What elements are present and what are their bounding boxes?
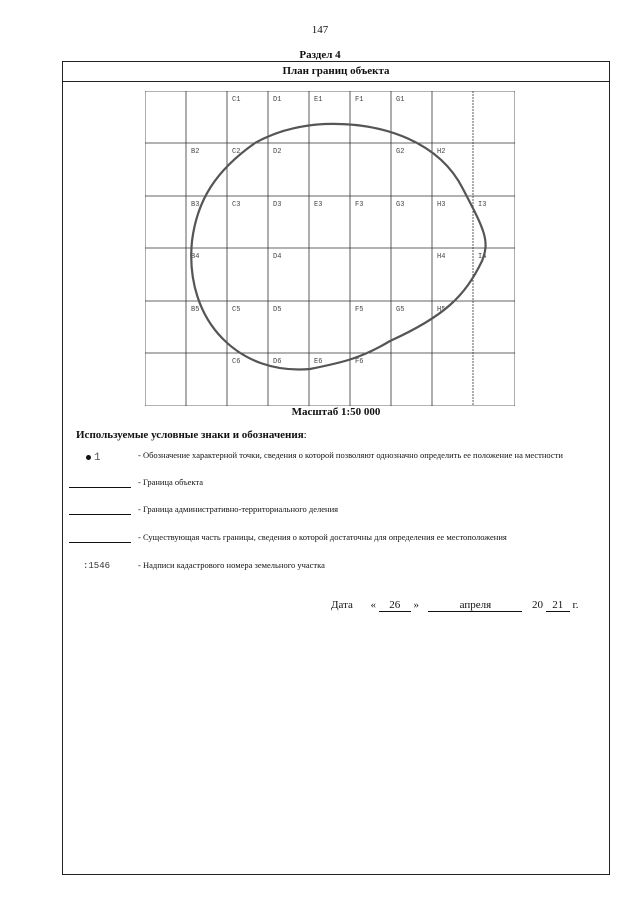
grid-cell-label: C1 [232,96,241,104]
scale-label: Масштаб 1:50 000 [291,406,381,418]
grid-cell-label: D4 [273,253,282,261]
grid-cell-label: G1 [396,96,405,104]
grid-cell-label: E1 [314,96,323,104]
grid-cell-label: C3 [232,201,241,209]
date-month: апреля [428,599,522,612]
legend-text: - Существующая часть границы, сведения о которой достаточны для определения ее местоположения [138,532,507,542]
grid-cell-label: E3 [314,201,323,209]
grid-cell-label: F3 [355,201,364,209]
date-day: 26 [379,599,411,612]
grid-cell-label: D1 [273,96,282,104]
point-dot-icon [86,455,91,460]
legend-text: - Обозначение характерной точки, сведения о которой позволяют однозначно определить ее положение на местности [138,450,563,460]
section-title: Раздел 4 [299,49,341,61]
grid-cell-label: C5 [232,306,241,314]
boundary-plan [145,91,515,406]
grid-cell-label: H2 [437,148,446,156]
grid-cell-label: F1 [355,96,364,104]
grid-cell-label: D5 [273,306,282,314]
grid-cell-label: H3 [437,201,446,209]
legend-title [76,429,307,441]
date-year-unit: г. [572,599,579,611]
grid-cell-label: E6 [314,358,323,366]
grid-cell-label: D3 [273,201,282,209]
grid-cell-label: G3 [396,201,405,209]
grid-cell-label: B5 [191,306,200,314]
point-number: 1 [94,452,101,464]
object-boundary [191,124,485,370]
grid-cell-label: G5 [396,306,405,314]
grid-cell-label: D6 [273,358,282,366]
date-close-quote: » [413,599,419,611]
grid-lines [145,91,515,406]
plan-header: План границ объекта [63,62,609,82]
date-year-prefix: 20 [531,599,543,611]
page-number: 147 [311,24,329,36]
grid-cell-label: C6 [232,358,241,366]
grid-cell-label: I4 [478,253,487,261]
grid-cell-label: H4 [437,253,446,261]
grid-cell-label: H5 [437,306,446,314]
grid-cell-label: I3 [478,201,487,209]
cadastral-symbol-text: :1546 [83,561,111,571]
grid-cell-label: D2 [273,148,282,156]
grid-cell-label: G2 [396,148,405,156]
legend-title-colon: : [303,429,307,441]
date-year: 21 [546,599,570,612]
legend-text: - Граница административно-территориального деления [138,504,339,514]
grid-cell-label: F6 [355,358,364,366]
grid-cell-label: C2 [232,148,241,156]
grid-labels [191,96,486,366]
grid-cell-label: B2 [191,148,200,156]
date-open-quote: « [370,599,376,611]
plan-frame [62,61,610,875]
legend-title-text: Используемые условные знаки и обозначения [76,429,304,441]
date-block [331,599,578,612]
grid-cell-label: B3 [191,201,200,209]
legend-text: - Надписи кадастрового номера земельного участка [138,560,325,570]
date-label: Дата [331,599,353,611]
grid-cell-label: B4 [191,253,200,261]
legend-text: - Граница объекта [138,477,204,487]
grid-cell-label: F5 [355,306,364,314]
